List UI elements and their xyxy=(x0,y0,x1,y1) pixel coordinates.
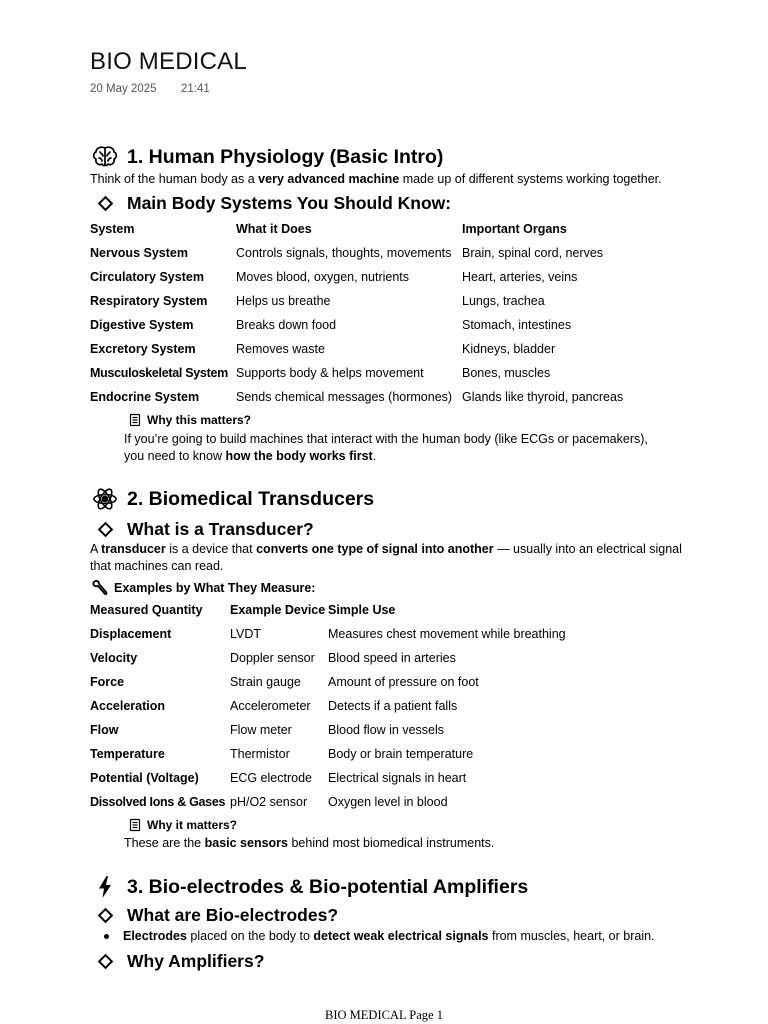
table-cell: Measures chest movement while breathing xyxy=(328,627,566,641)
table-cell: Oxygen level in blood xyxy=(328,795,448,809)
table-cell: Supports body & helps movement xyxy=(236,366,424,380)
table-cell: Controls signals, thoughts, movements xyxy=(236,246,452,260)
table-cell: Stomach, intestines xyxy=(462,318,572,332)
section3-subheading2: Why Amplifiers? xyxy=(96,951,264,972)
brain-icon xyxy=(91,143,119,171)
table-cell: Temperature xyxy=(90,747,165,761)
table-cell: LVDT xyxy=(230,627,262,641)
diamond-icon xyxy=(98,196,114,212)
table-cell: pH/O2 sensor xyxy=(230,795,308,809)
table-cell: ECG electrode xyxy=(230,771,312,785)
table-cell: Force xyxy=(90,675,125,689)
lightning-icon xyxy=(91,873,119,901)
table-cell: Strain gauge xyxy=(230,675,301,689)
table-cell: Glands like thyroid, pancreas xyxy=(462,390,624,404)
table-header-cell: Simple Use xyxy=(328,603,396,617)
table-cell: Breaks down food xyxy=(236,318,337,332)
list-item: Electrodes placed on the body to detect weak electrical signals from muscles, heart, or brain. xyxy=(104,929,655,943)
section2-subheading: What is a Transducer? xyxy=(96,519,314,540)
table-cell: Digestive System xyxy=(90,318,194,332)
section3-subheading1: What are Bio-electrodes? xyxy=(96,905,338,926)
table-cell: Brain, spinal cord, nerves xyxy=(462,246,604,260)
page-time: 21:41 xyxy=(181,83,210,95)
table-cell: Dissolved Ions & Gases xyxy=(90,795,226,809)
table-cell: Heart, arteries, veins xyxy=(462,270,578,284)
page-date: 20 May 2025 xyxy=(90,83,157,95)
table-header-cell: Important Organs xyxy=(462,222,567,236)
table-header-cell: System xyxy=(90,222,135,236)
table-cell: Circulatory System xyxy=(90,270,204,284)
diamond-icon xyxy=(98,522,114,538)
diamond-icon xyxy=(98,954,114,970)
bullet-icon xyxy=(104,934,109,939)
table-cell: Flow xyxy=(90,723,119,737)
diamond-icon xyxy=(98,908,114,924)
table-cell: Respiratory System xyxy=(90,294,208,308)
table-cell: Lungs, trachea xyxy=(462,294,545,308)
section1-note-line2: you need to know how the body works first. xyxy=(124,449,377,463)
section2-heading xyxy=(91,485,374,513)
table-cell: Displacement xyxy=(90,627,172,641)
table-cell: Blood flow in vessels xyxy=(328,723,445,737)
table-cell: Excretory System xyxy=(90,342,196,356)
table-cell: Acceleration xyxy=(90,699,166,713)
table-header-cell: Example Device xyxy=(230,603,326,617)
table-cell: Velocity xyxy=(90,651,138,665)
table-cell: Endocrine System xyxy=(90,390,200,404)
table-cell: Electrical signals in heart xyxy=(328,771,467,785)
section1-heading xyxy=(91,143,443,171)
section1-heading-text: 1. Human Physiology (Basic Intro) xyxy=(127,145,444,168)
table-cell: Blood speed in arteries xyxy=(328,651,456,665)
table-cell: Removes waste xyxy=(236,342,325,356)
section1-note-title: Why this matters? xyxy=(128,413,251,427)
examples-heading: Examples by What They Measure: xyxy=(90,579,315,597)
table-cell: Body or brain temperature xyxy=(328,747,474,761)
table-cell: Moves blood, oxygen, nutrients xyxy=(236,270,410,284)
table-header-cell: Measured Quantity xyxy=(90,603,203,617)
section1-subheading: Main Body Systems You Should Know: xyxy=(96,193,451,214)
table-cell: Musculoskeletal System xyxy=(90,366,228,380)
table-cell: Accelerometer xyxy=(230,699,311,713)
table-cell: Amount of pressure on foot xyxy=(328,675,479,689)
section3-heading xyxy=(91,873,528,901)
section2-note-title: Why it matters? xyxy=(128,818,237,832)
section2-note-text: These are the basic sensors behind most biomedical instruments. xyxy=(124,836,495,850)
notepad-icon xyxy=(128,818,142,832)
table-cell: Bones, muscles xyxy=(462,366,551,380)
table-cell: Potential (Voltage) xyxy=(90,771,199,785)
table-cell: Sends chemical messages (hormones) xyxy=(236,390,453,404)
table-cell: Flow meter xyxy=(230,723,292,737)
table-cell: Detects if a patient falls xyxy=(328,699,458,713)
page-footer: BIO MEDICAL Page 1 xyxy=(325,1008,443,1022)
section1-note-line1: If you’re going to build machines that interact with the human body (like ECGs or pacemakers), xyxy=(124,432,648,446)
section3-heading-text: 3. Bio-electrodes & Bio-potential Amplifiers xyxy=(127,875,529,898)
page-title: BIO MEDICAL xyxy=(90,48,247,75)
table-cell: Thermistor xyxy=(230,747,290,761)
table-cell: Kidneys, bladder xyxy=(462,342,556,356)
table-cell: Nervous System xyxy=(90,246,188,260)
section2-heading-text: 2. Biomedical Transducers xyxy=(127,487,375,510)
wrench-icon xyxy=(90,579,110,597)
atom-icon xyxy=(91,485,119,513)
transducer-definition: A transducer is a device that converts one type of signal into another — usually into an electrical signal xyxy=(90,542,682,556)
table-cell: Helps us breathe xyxy=(236,294,331,308)
notepad-icon xyxy=(128,413,142,427)
table-cell: Doppler sensor xyxy=(230,651,315,665)
section1-intro: Think of the human body as a very advanced machine made up of different systems working together. xyxy=(90,172,662,186)
table-header-cell: What it Does xyxy=(236,222,312,236)
transducer-definition-line2: that machines can read. xyxy=(90,559,224,573)
